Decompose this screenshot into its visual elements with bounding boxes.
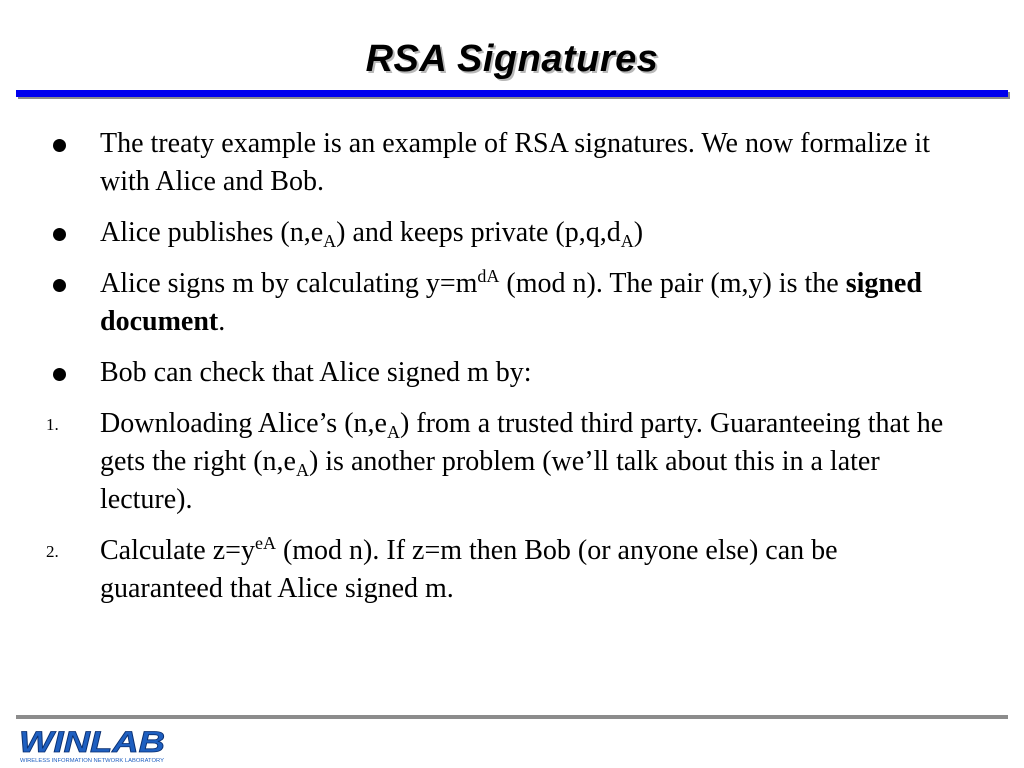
slide-content — [0, 125, 1024, 621]
item-number: 2. — [46, 542, 59, 561]
bullet-text: ) and keeps private (p,q,d — [336, 217, 621, 248]
bold-term: signed document — [100, 268, 922, 337]
bullet-text: Alice publishes (n,e — [100, 217, 324, 248]
logo-text: WINLAB — [19, 726, 165, 759]
footer-divider — [16, 715, 1008, 719]
item-text: ) from a trusted third party. Guaranteeing that he gets the right (n,e — [100, 408, 944, 477]
subscript: A — [295, 460, 309, 480]
subscript: A — [323, 231, 337, 251]
bullet-text: ) — [633, 217, 644, 248]
superscript: eA — [254, 533, 276, 553]
bullet-icon — [53, 228, 66, 241]
bullet-item-1 — [0, 125, 1024, 201]
bullet-item-2 — [0, 214, 1024, 252]
subscript: A — [386, 422, 400, 442]
bullet-text: (mod n). The pair (m,y) is the — [499, 268, 846, 299]
bullet-icon — [53, 139, 66, 152]
bullet-item-4 — [0, 354, 1024, 392]
title-divider — [16, 90, 1008, 97]
superscript: dA — [477, 266, 500, 286]
item-text: ) is another problem (we’ll talk about this in a later lecture). — [100, 446, 880, 515]
bullet-icon — [53, 279, 66, 292]
bullet-item-3 — [0, 265, 1024, 341]
item-text: (mod n). If z=m then Bob (or anyone else) can be guaranteed that Alice signed m. — [100, 535, 838, 604]
bullet-text: Bob can check that Alice signed m by: — [100, 357, 532, 388]
bullet-text: Alice signs m by calculating y=m — [100, 268, 478, 299]
bullet-text: . — [218, 306, 226, 337]
numbered-item-2 — [0, 532, 1024, 608]
numbered-item-1 — [0, 405, 1024, 519]
subscript: A — [620, 231, 634, 251]
bullet-text: The treaty example is an example of RSA signatures. We now formalize it with Alice and Bob. — [100, 128, 930, 197]
item-text: Downloading Alice’s (n,e — [100, 408, 387, 439]
item-number: 1. — [46, 415, 59, 434]
winlab-logo — [17, 724, 167, 764]
slide-title: RSA Signatures — [365, 38, 659, 80]
logo-tagline: WIRELESS INFORMATION NETWORK LABORATORY — [20, 758, 165, 764]
bullet-icon — [53, 368, 66, 381]
item-text: Calculate z=y — [100, 535, 255, 566]
